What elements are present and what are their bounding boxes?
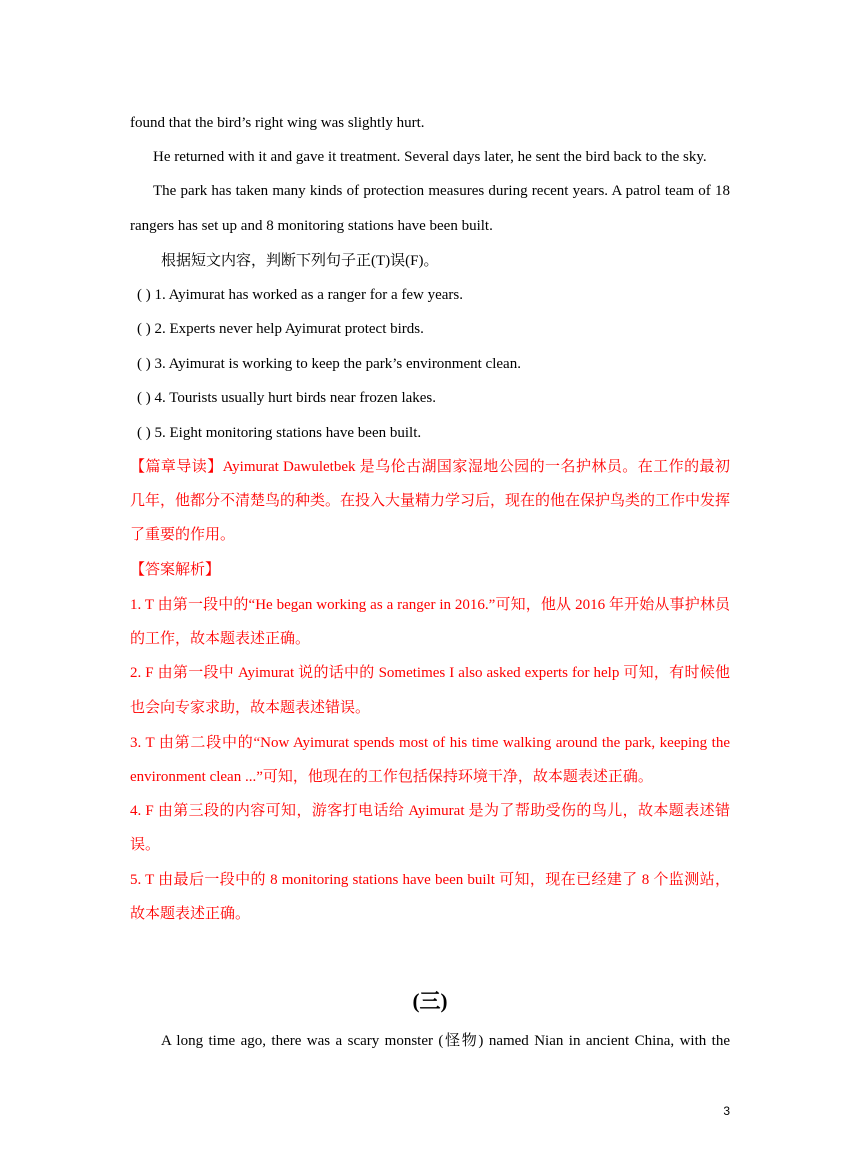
question-item: ( ) 3. Ayimurat is working to keep the park’s environment clean. [137, 356, 521, 372]
reading-guide: 了重要的作用。 [130, 527, 236, 543]
answer-explanation: 1. T 由第一段中的“He began working as a ranger in 2016.”可知，他从 2016 年开始从事护林员 [130, 597, 730, 613]
answer-explanation: 误。 [130, 837, 161, 853]
answer-explanation: 2. F 由第一段中 Ayimurat 说的话中的 Sometimes I also asked experts for help 可知，有时候他 [130, 665, 730, 681]
question-item: ( ) 1. Ayimurat has worked as a ranger for a few years. [137, 287, 463, 303]
question-item: ( ) 2. Experts never help Ayimurat protect birds. [137, 321, 424, 337]
answer-heading: 【答案解析】 [130, 562, 221, 578]
passage-line: rangers has set up and 8 monitoring stations have been built. [130, 218, 493, 234]
page-number: 3 [723, 1104, 730, 1118]
answer-explanation: 5. T 由最后一段中的 8 monitoring stations have been built 可知，现在已经建了 8 个监测站， [130, 872, 730, 888]
reading-guide: 几年，他都分不清楚鸟的种类。在投入大量精力学习后，现在的他在保护鸟类的工作中发挥 [130, 493, 731, 509]
section-heading: (三) [412, 989, 448, 1013]
passage-paragraph: The park has taken many kinds of protection measures during recent years. A patrol team of 18 [153, 183, 730, 199]
answer-explanation: environment clean ...”可知，他现在的工作包括保持环境干净，故本题表述正确。 [130, 769, 653, 785]
question-item: ( ) 4. Tourists usually hurt birds near frozen lakes. [137, 390, 437, 406]
answer-explanation: 3. T 由第二段中的“Now Ayimurat spends most of his time walking around the park, keeping the [130, 735, 730, 751]
question-item: ( ) 5. Eight monitoring stations have been built. [137, 425, 422, 441]
answer-explanation: 也会向专家求助，故本题表述错误。 [130, 700, 371, 716]
answer-explanation: 的工作，故本题表述正确。 [130, 631, 311, 647]
passage-paragraph: He returned with it and gave it treatment. Several days later, he sent the bird back to the sky. [153, 149, 707, 165]
passage-line: found that the bird’s right wing was slightly hurt. [130, 115, 425, 131]
passage-paragraph: A long time ago, there was a scary monster (怪物) named Nian in ancient China, with the [161, 1033, 730, 1049]
answer-explanation: 4. F 由第三段的内容可知，游客打电话给 Ayimurat 是为了帮助受伤的鸟儿，故本题表述错 [130, 803, 730, 819]
answer-explanation: 故本题表述正确。 [130, 906, 251, 922]
instruction: 根据短文内容，判断下列句子正(T)误(F)。 [161, 253, 439, 269]
reading-guide: 【篇章导读】Ayimurat Dawuletbek 是乌伦古湖国家湿地公园的一名护林员。在工作的最初 [130, 459, 730, 475]
